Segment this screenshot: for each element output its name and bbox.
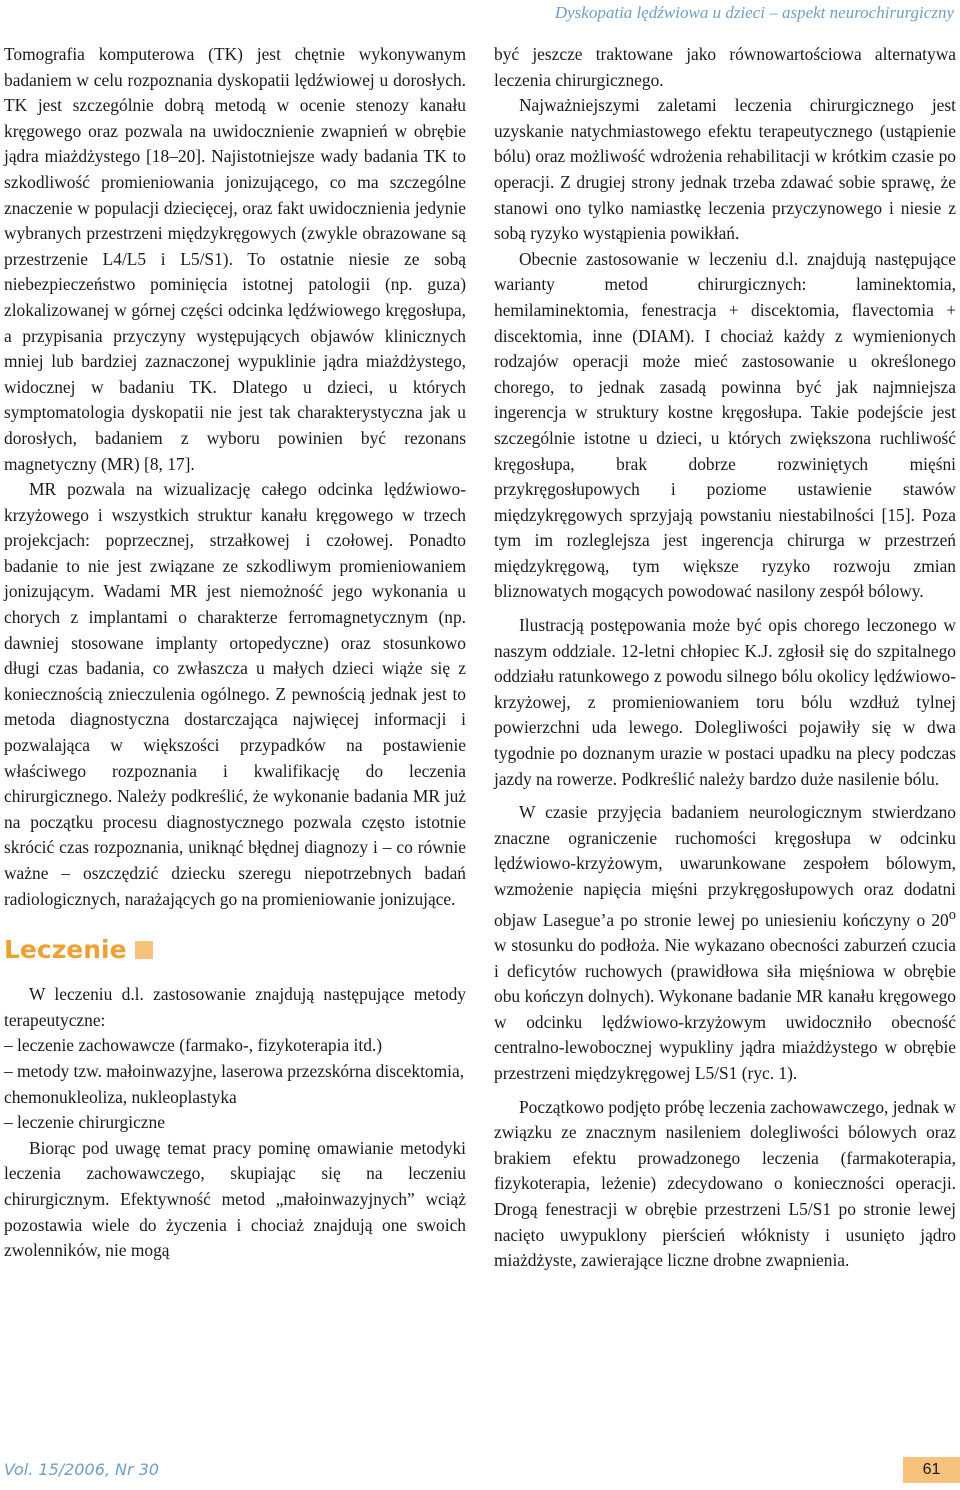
paragraph: W leczeniu d.l. zastosowanie znajdują następujące metody terapeutyczne: (4, 984, 466, 1030)
paragraph: Obecnie zastosowanie w leczeniu d.l. znajdują następujące warianty metod chirurgicznych: laminektomia, hemilaminektomia, fenestracja + discektomia, flavectomia + discektomia, inne (DIAM). I chociaż każdy z wymienionych rodzajów operacji może mieć zastosowanie u określonego chorego, to jednak zasadą powinna być jak najmniejsza ingerencja w struktury kostne kręgosłupa. Takie podejście jest szczególnie istotne u dzieci, u których zwiększona ruchliwość kręgosłupa, brak dobrze rozwiniętych mięśni przykręgosłupowych i poziome ustawienie stawów międzykręgowych sprzyjają powstaniu niestabilności [15]. Poza tym im rozleglejsza jest ingerencja chirurga w przestrzeń międzykręgową, tym większe ryzyko rozwoju zmian bliznowatych mogących powodować nasilony zespół bólowy. (494, 248, 956, 602)
section-heading (4, 936, 466, 964)
paragraph: Najważniejszymi zaletami leczenia chirurgicznego jest uzyskanie natychmiastowego efektu terapeutycznego (ustąpienie bólu) oraz możliwość wdrożenia rehabilitacji w krótkim czasie po operacji. Z drugiej strony jednak trzeba zdawać sobie sprawę, że stanowi ono tylko namiastkę leczenia przyczynowego i niesie z sobą ryzyko wystąpienia powikłań. (494, 95, 956, 244)
list-item: – leczenie zachowawcze (farmako-, fizykoterapia itd.) (4, 1035, 383, 1056)
paragraph (494, 800, 956, 1086)
paragraph: Początkowo podjęto próbę leczenia zachowawczego, jednak w związku ze znacznym nasileniem dolegliwości bólowych oraz brakiem efektu prowadzonego leczenia (farmakoterapia, fizykoterapia, leżenie) zdecydowano o konieczności operacji. Drogą fenestracji w obrębie przestrzeni L5/S1 po stronie lewej nacięto uwypuklony pierścień włóknisty i usunięto jądro miażdżyste, zawierające liczne drobne zwapnienia. (494, 1096, 956, 1271)
paragraph: Ilustracją postępowania może być opis chorego leczonego w naszym oddziale. 12-letni chłopiec K.J. zgłosił się do szpitalnego oddziału ratunkowego z powodu silnego bólu okolicy lędźwiowo-krzyżowej, z promieniowaniem toru bólu wzdłuż tylnej powierzchni uda lewego. Dolegliwości pojawiły się w dwa tygodnie po doznanym urazie w postaci upadku na plecy podczas jazdy na rowerze. Podkreślić należy bardzo duże nasilenie bólu. (494, 615, 956, 789)
paragraph: być jeszcze traktowane jako równowartościowa alternatywa leczenia chirurgicznego. (494, 44, 956, 90)
paragraph: Tomografia komputerowa (TK) jest chętnie wykonywanym badaniem w celu rozpoznania dyskopatii lędźwiowej u dorosłych. TK jest szczególnie dobrą metodą w ocenie stenozy kanału kręgowego oraz pozwala na uwidocznienie zwapnień w obrębie jądra miażdżystego [18–20]. Najistotniejsze wady badania TK to szkodliwość promieniowania jonizującego, co ma szczególne znaczenie w populacji dziecięcej, oraz fakt uwidocznienia jedynie wybranych przestrzeni międzykręgowych (zwykle obrazowane są przestrzenie L4/L5 i L5/S1). To ostatnie niesie ze sobą niebezpieczeństwo pominięcia istotnej patologii (np. guza) zlokalizowanej w górnej części odcinka lędźwiowego kręgosłupa, a przypisania przyczyny występujących objawów klinicznych mniej lub bardziej zaznaczonej wypuklinie jądra miażdżystego, widocznej w badaniu TK. Dlatego u dzieci, u których symptomatologia dyskopatii nie jest tak charakterystyczna jak u dorosłych, badaniem z wyboru powinien być rezonans magnetyczny (MR) [8, 17]. (4, 44, 466, 474)
section-heading-marker (135, 941, 153, 959)
paragraph-text: w stosunku do podłoża. Nie wykazano obecności zaburzeń czucia i deficytów ruchowych (prawidłowa siła mięśniowa w obrębie obu kończyn dolnych). Wykonane badanie MR kanału kręgowego w odcinku lędźwiowo-krzyżowym uwidoczniło obecność centralno-lewobocznej wypukliny jądra miażdżystego w obrębie przestrzeni międzykręgowej L5/S1 (ryc. 1). (494, 934, 956, 1083)
paragraph: Biorąc pod uwagę temat pracy pominę omawianie metodyki leczenia zachowawczego, skupiając się na leczeniu chirurgicznym. Efektywność metod „małoinwazyjnych” wciąż pozostawia wiele do życzenia i chociaż znajdują one swoich zwolenników, nie mogą (4, 1137, 466, 1261)
right-column (494, 42, 956, 1274)
section-heading-text: Leczenie (4, 935, 127, 965)
footer-volume: Vol. 15/2006, Nr 30 (4, 1460, 160, 1479)
list-item: – leczenie chirurgiczne (4, 1112, 165, 1133)
left-column (4, 42, 466, 1264)
list-item: – metody tzw. małoinwazyjne, laserowa przezskórna discektomia, chemonukleoliza, nukleoplastyka (4, 1060, 465, 1107)
paragraph-text: W czasie przyjęcia badaniem neurologicznym stwierdzano znaczne ograniczenie ruchomości kręgosłupa w odcinku lędźwiowo-krzyżowym, uwarunkowane zespołem bólowym, wzmożenie napięcia mięśni przykręgosłupowych oraz dodatni objaw Lasegue’a po stronie lewej po uniesieniu kończyny o 20 (494, 802, 956, 930)
paragraph: MR pozwala na wizualizację całego odcinka lędźwiowo-krzyżowego i wszystkich struktur kanału kręgowego w trzech projekcjach: poprzecznej, strzałkowej i czołowej. Ponadto badanie to nie jest związane ze szkodliwym promieniowaniem jonizującym. Wadami MR jest niemożność jego wykonania u chorych z implantami o charakterze ferromagnetycznym (np. dawniej stosowane implanty ortopedyczne) oraz stosunkowo długi czas badania, co zwłaszcza u małych dzieci wiąże się z koniecznością znieczulenia ogólnego. Z pewnością jednak jest to metoda diagnostyczna dostarczająca najwięcej informacji i pozwalająca w większości przypadków na postawienie właściwego rozpoznania i kwalifikację do leczenia chirurgicznego. Należy podkreślić, że wykonanie badania MR już na początku procesu diagnostycznego pozwala często istotnie skrócić czas rozpoznania, uniknąć błędnej diagnozy i – co równie ważne – oszczędzić dziecku szeregu niepotrzebnych badań radiologicznych, narażających go na promieniowanie jonizujące. (4, 479, 466, 909)
running-header: Dyskopatia lędźwiowa u dzieci – aspekt neurochirurgiczny (554, 3, 954, 22)
degree-superscript: o (948, 906, 956, 923)
page-number: 61 (903, 1457, 960, 1483)
